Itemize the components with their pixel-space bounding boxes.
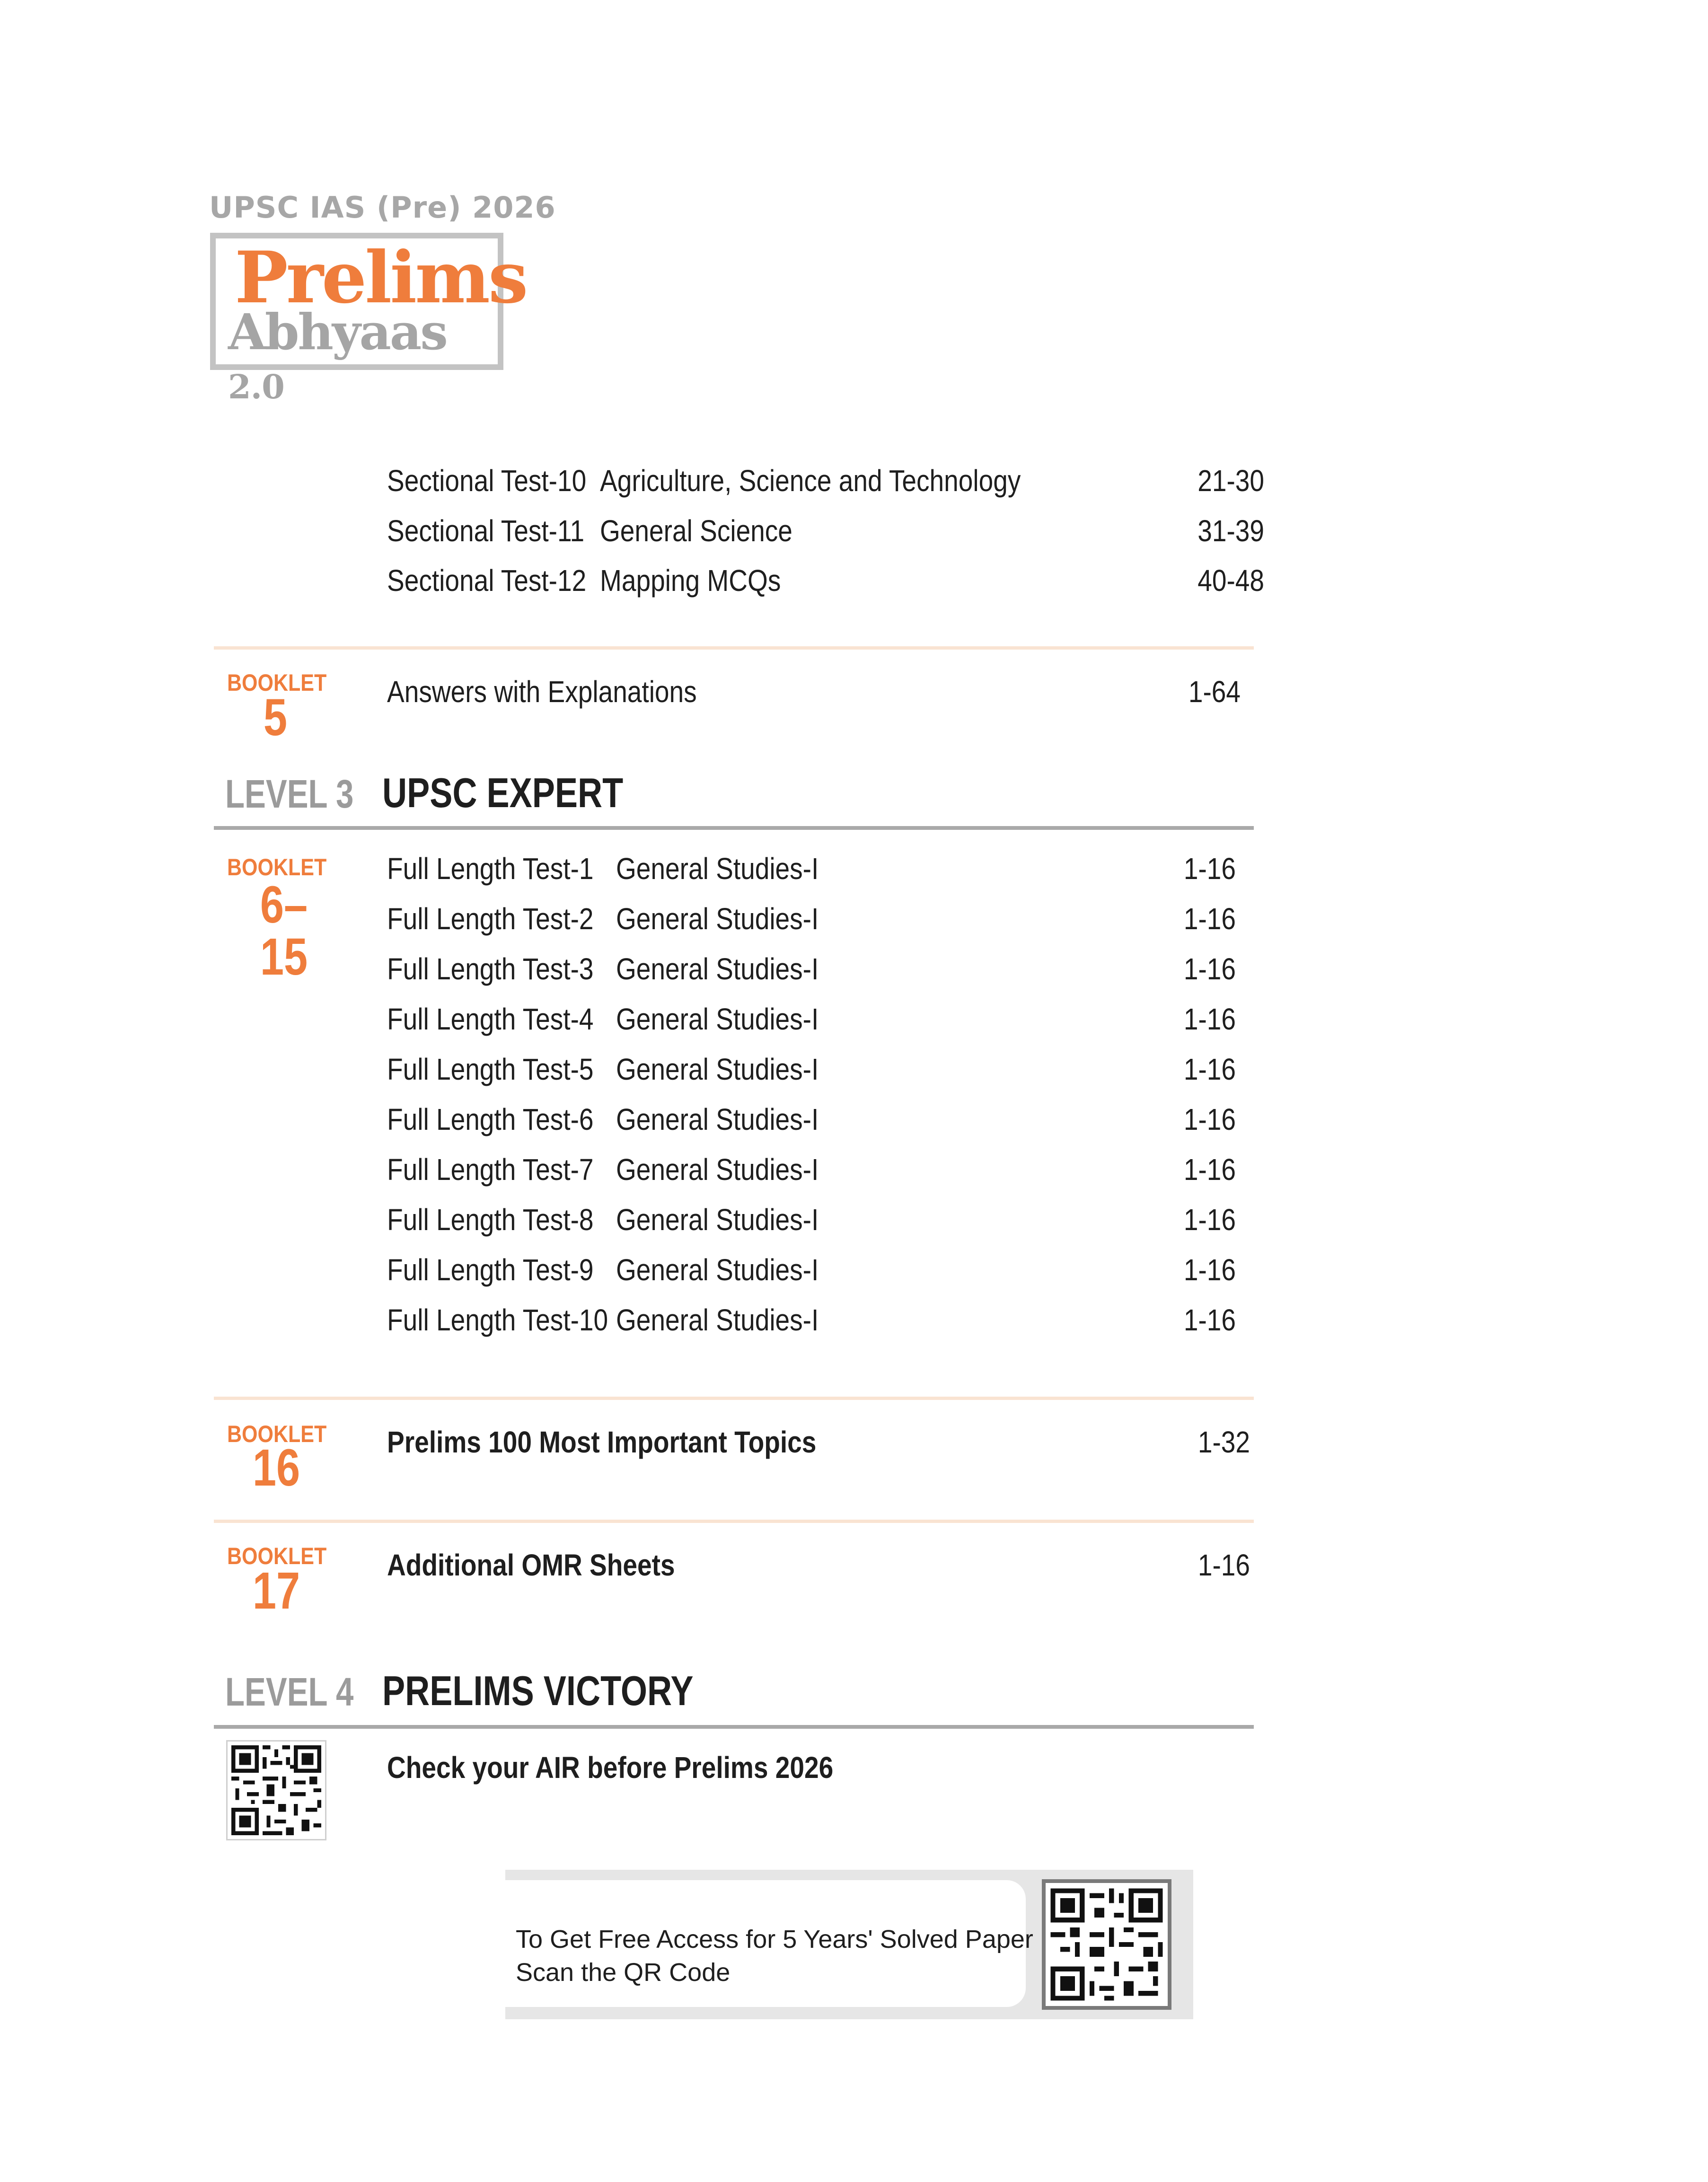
sectional-test-subject: Mapping MCQs bbox=[600, 563, 781, 598]
logo-exam-line: UPSC IAS (Pre) 2026 bbox=[209, 190, 556, 225]
full-length-test-pages: 1-16 bbox=[1183, 1002, 1236, 1036]
full-length-test-pages: 1-16 bbox=[1183, 902, 1236, 936]
logo-version: 2.0 bbox=[228, 367, 284, 406]
booklet-tag: BOOKLET bbox=[227, 854, 327, 880]
booklet-number: 16 bbox=[252, 1439, 300, 1497]
full-length-test-name: Full Length Test-9 bbox=[387, 1253, 594, 1287]
divider bbox=[214, 1725, 1254, 1729]
full-length-test-subject: General Studies-I bbox=[616, 1303, 819, 1337]
full-length-test-subject: General Studies-I bbox=[616, 952, 819, 986]
qr-code-icon[interactable] bbox=[226, 1740, 326, 1840]
sectional-test-name: Sectional Test-12 bbox=[387, 563, 587, 598]
full-length-test-subject: General Studies-I bbox=[616, 1002, 819, 1036]
logo-abhyaas-text: Abhyaas bbox=[228, 303, 447, 361]
booklet-title: Prelims 100 Most Important Topics bbox=[387, 1425, 817, 1459]
full-length-test-subject: General Studies-I bbox=[616, 1052, 819, 1086]
full-length-test-subject: General Studies-I bbox=[616, 1253, 819, 1287]
banner-line-1: To Get Free Access for 5 Years' Solved Paper bbox=[516, 1925, 1033, 1953]
full-length-test-name: Full Length Test-7 bbox=[387, 1153, 594, 1187]
logo-prelims: Prelims bbox=[235, 236, 527, 319]
full-length-test-pages: 1-16 bbox=[1183, 1052, 1236, 1086]
booklet-number: 17 bbox=[252, 1562, 300, 1620]
level-label: LEVEL 4 bbox=[225, 1670, 354, 1714]
free-access-banner bbox=[505, 1870, 1193, 2019]
sectional-test-pages: 40-48 bbox=[1197, 563, 1264, 598]
booklet-tag: BOOKLET bbox=[227, 1421, 327, 1447]
full-length-test-name: Full Length Test-8 bbox=[387, 1203, 594, 1237]
sectional-test-subject: General Science bbox=[600, 514, 792, 548]
logo bbox=[210, 233, 527, 406]
sectional-test-pages: 21-30 bbox=[1197, 464, 1264, 498]
full-length-test-name: Full Length Test-3 bbox=[387, 952, 594, 986]
banner-text-box bbox=[505, 1880, 1033, 2007]
booklet-number: 6–15 bbox=[260, 876, 308, 986]
booklet-title: Answers with Explanations bbox=[387, 675, 697, 709]
booklet-tag: BOOKLET bbox=[227, 669, 327, 696]
logo-abhyaas bbox=[228, 303, 498, 406]
full-length-test-name: Full Length Test-6 bbox=[387, 1102, 594, 1136]
divider bbox=[214, 826, 1254, 830]
full-length-test-name: Full Length Test-5 bbox=[387, 1052, 594, 1086]
booklet-number: 5 bbox=[263, 688, 288, 747]
full-length-test-pages: 1-16 bbox=[1183, 1102, 1236, 1136]
air-check-title: Check your AIR before Prelims 2026 bbox=[387, 1751, 834, 1785]
full-length-test-name: Full Length Test-2 bbox=[387, 902, 594, 936]
banner-line-2: Scan the QR Code bbox=[516, 1958, 731, 1987]
level-title: UPSC EXPERT bbox=[382, 769, 624, 816]
full-length-test-pages: 1-16 bbox=[1183, 1203, 1236, 1237]
full-length-test-subject: General Studies-I bbox=[616, 1102, 819, 1136]
sectional-test-subject: Agriculture, Science and Technology bbox=[600, 464, 1021, 498]
full-length-test-subject: General Studies-I bbox=[616, 902, 819, 936]
booklet-title: Additional OMR Sheets bbox=[387, 1548, 675, 1582]
sectional-test-pages: 31-39 bbox=[1197, 514, 1264, 548]
divider bbox=[214, 1397, 1254, 1400]
full-length-test-subject: General Studies-I bbox=[616, 1203, 819, 1237]
banner-text bbox=[516, 1923, 1033, 1989]
qr-code-icon[interactable] bbox=[1042, 1879, 1171, 2010]
booklet-pages: 1-16 bbox=[1197, 1548, 1250, 1582]
divider bbox=[214, 1520, 1254, 1523]
level-title: PRELIMS VICTORY bbox=[382, 1667, 694, 1714]
full-length-test-pages: 1-16 bbox=[1183, 1153, 1236, 1187]
booklet-tag: BOOKLET bbox=[227, 1543, 327, 1569]
divider bbox=[214, 646, 1254, 650]
full-length-test-pages: 1-16 bbox=[1183, 952, 1236, 986]
full-length-test-subject: General Studies-I bbox=[616, 1153, 819, 1187]
full-length-test-pages: 1-16 bbox=[1183, 852, 1236, 886]
booklet-pages: 1-32 bbox=[1197, 1425, 1250, 1459]
level-label: LEVEL 3 bbox=[225, 772, 354, 816]
full-length-test-name: Full Length Test-4 bbox=[387, 1002, 594, 1036]
full-length-test-name: Full Length Test-10 bbox=[387, 1303, 608, 1337]
full-length-test-pages: 1-16 bbox=[1183, 1303, 1236, 1337]
sectional-test-name: Sectional Test-10 bbox=[387, 464, 587, 498]
booklet-pages: 1-64 bbox=[1188, 675, 1241, 709]
sectional-test-name: Sectional Test-11 bbox=[387, 514, 585, 548]
full-length-test-subject: General Studies-I bbox=[616, 852, 819, 886]
full-length-test-pages: 1-16 bbox=[1183, 1253, 1236, 1287]
full-length-test-name: Full Length Test-1 bbox=[387, 852, 594, 886]
